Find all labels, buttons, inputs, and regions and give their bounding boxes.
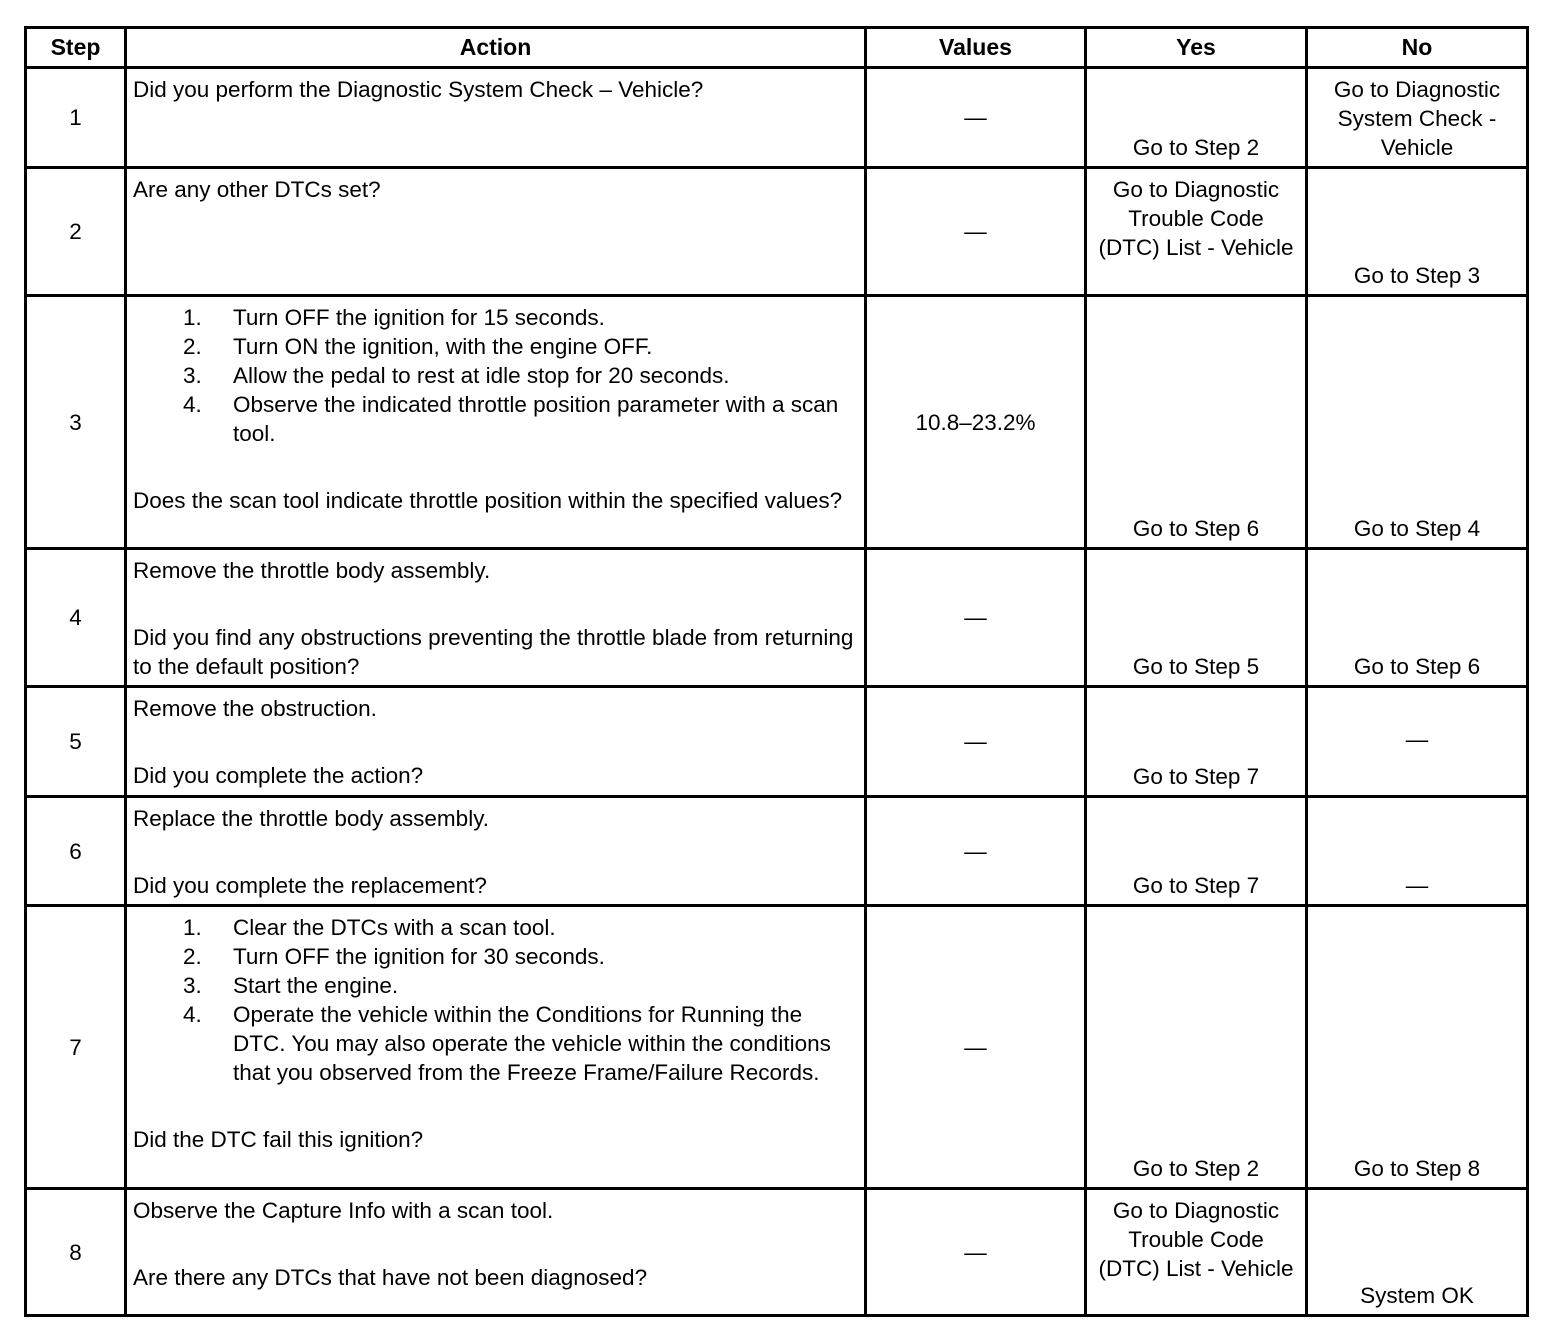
values-cell: — bbox=[866, 797, 1086, 906]
list-item: 1. Turn OFF the ignition for 15 seconds. bbox=[183, 305, 605, 330]
yes-cell: Go to Step 2 bbox=[1086, 68, 1307, 168]
table-row bbox=[26, 1189, 1528, 1316]
instruction-list bbox=[133, 913, 856, 1087]
table-row bbox=[26, 296, 1528, 549]
values-cell: — bbox=[866, 906, 1086, 1189]
instruction-text: Remove the throttle body assembly. bbox=[133, 558, 491, 583]
values-cell: — bbox=[866, 68, 1086, 168]
question-text: Did the DTC fail this ignition? bbox=[133, 1127, 424, 1152]
action-cell bbox=[126, 687, 866, 797]
no-cell: Go to Diagnostic System Check - Vehicle bbox=[1307, 68, 1528, 168]
header-step: Step bbox=[26, 28, 126, 68]
yes-cell: Go to Step 5 bbox=[1086, 549, 1307, 687]
step-number: 3 bbox=[26, 296, 126, 549]
instruction-text: Replace the throttle body assembly. bbox=[133, 806, 490, 831]
action-cell bbox=[126, 1189, 866, 1316]
action-cell bbox=[126, 549, 866, 687]
yes-cell: Go to Diagnostic Trouble Code (DTC) List - Vehicle bbox=[1086, 168, 1307, 296]
list-item: 2. Turn ON the ignition, with the engine OFF. bbox=[183, 334, 653, 359]
values-cell: — bbox=[866, 687, 1086, 797]
question-text: Did you complete the replacement? bbox=[133, 873, 487, 898]
no-cell: — bbox=[1307, 687, 1528, 797]
step-number: 6 bbox=[26, 797, 126, 906]
header-action: Action bbox=[126, 28, 866, 68]
values-cell: 10.8–23.2% bbox=[866, 296, 1086, 549]
values-cell: — bbox=[866, 1189, 1086, 1316]
action-cell bbox=[126, 68, 866, 168]
instruction-list bbox=[133, 303, 856, 448]
table-row bbox=[26, 549, 1528, 687]
action-cell bbox=[126, 296, 866, 549]
step-number: 1 bbox=[26, 68, 126, 168]
instruction-text: Observe the Capture Info with a scan tool. bbox=[133, 1198, 554, 1223]
no-cell: Go to Step 8 bbox=[1307, 906, 1528, 1189]
no-cell: System OK bbox=[1307, 1189, 1528, 1316]
action-cell bbox=[126, 906, 866, 1189]
yes-cell: Go to Step 2 bbox=[1086, 906, 1307, 1189]
yes-cell: Go to Step 6 bbox=[1086, 296, 1307, 549]
action-cell bbox=[126, 168, 866, 296]
step-number: 4 bbox=[26, 549, 126, 687]
list-item: 4. Observe the indicated throttle position parameter with a scan tool. bbox=[183, 392, 839, 446]
question-text: Did you find any obstructions preventing the throttle blade from returning to the default position? bbox=[133, 625, 854, 679]
step-number: 2 bbox=[26, 168, 126, 296]
no-cell: Go to Step 6 bbox=[1307, 549, 1528, 687]
yes-cell: Go to Step 7 bbox=[1086, 687, 1307, 797]
list-item: 3. Start the engine. bbox=[183, 973, 399, 998]
table-row bbox=[26, 168, 1528, 296]
no-cell: — bbox=[1307, 797, 1528, 906]
values-cell: — bbox=[866, 549, 1086, 687]
header-yes: Yes bbox=[1086, 28, 1307, 68]
diagnostic-table bbox=[24, 26, 1529, 1317]
table-row bbox=[26, 906, 1528, 1189]
instruction-text: Remove the obstruction. bbox=[133, 696, 377, 721]
no-cell: Go to Step 3 bbox=[1307, 168, 1528, 296]
action-text: Are any other DTCs set? bbox=[133, 177, 381, 202]
list-item: 1. Clear the DTCs with a scan tool. bbox=[183, 915, 556, 940]
header-no: No bbox=[1307, 28, 1528, 68]
header-row bbox=[26, 28, 1528, 68]
step-number: 8 bbox=[26, 1189, 126, 1316]
table-row bbox=[26, 797, 1528, 906]
question-text: Are there any DTCs that have not been diagnosed? bbox=[133, 1265, 648, 1290]
table-row bbox=[26, 68, 1528, 168]
yes-cell: Go to Diagnostic Trouble Code (DTC) List - Vehicle bbox=[1086, 1189, 1307, 1316]
step-number: 5 bbox=[26, 687, 126, 797]
no-cell: Go to Step 4 bbox=[1307, 296, 1528, 549]
step-number: 7 bbox=[26, 906, 126, 1189]
table-row bbox=[26, 687, 1528, 797]
yes-cell: Go to Step 7 bbox=[1086, 797, 1307, 906]
list-item: 2. Turn OFF the ignition for 30 seconds. bbox=[183, 944, 605, 969]
values-cell: — bbox=[866, 168, 1086, 296]
list-item: 4. Operate the vehicle within the Conditions for Running the DTC. You may also operate the vehicle within the conditions that you observed from the Freeze Frame/Failure Records. bbox=[183, 1002, 831, 1085]
question-text: Did you complete the action? bbox=[133, 763, 424, 788]
header-values: Values bbox=[866, 28, 1086, 68]
question-text: Does the scan tool indicate throttle position within the specified values? bbox=[133, 488, 843, 513]
action-text: Did you perform the Diagnostic System Check – Vehicle? bbox=[133, 77, 704, 102]
list-item: 3. Allow the pedal to rest at idle stop for 20 seconds. bbox=[183, 363, 730, 388]
action-cell bbox=[126, 797, 866, 906]
